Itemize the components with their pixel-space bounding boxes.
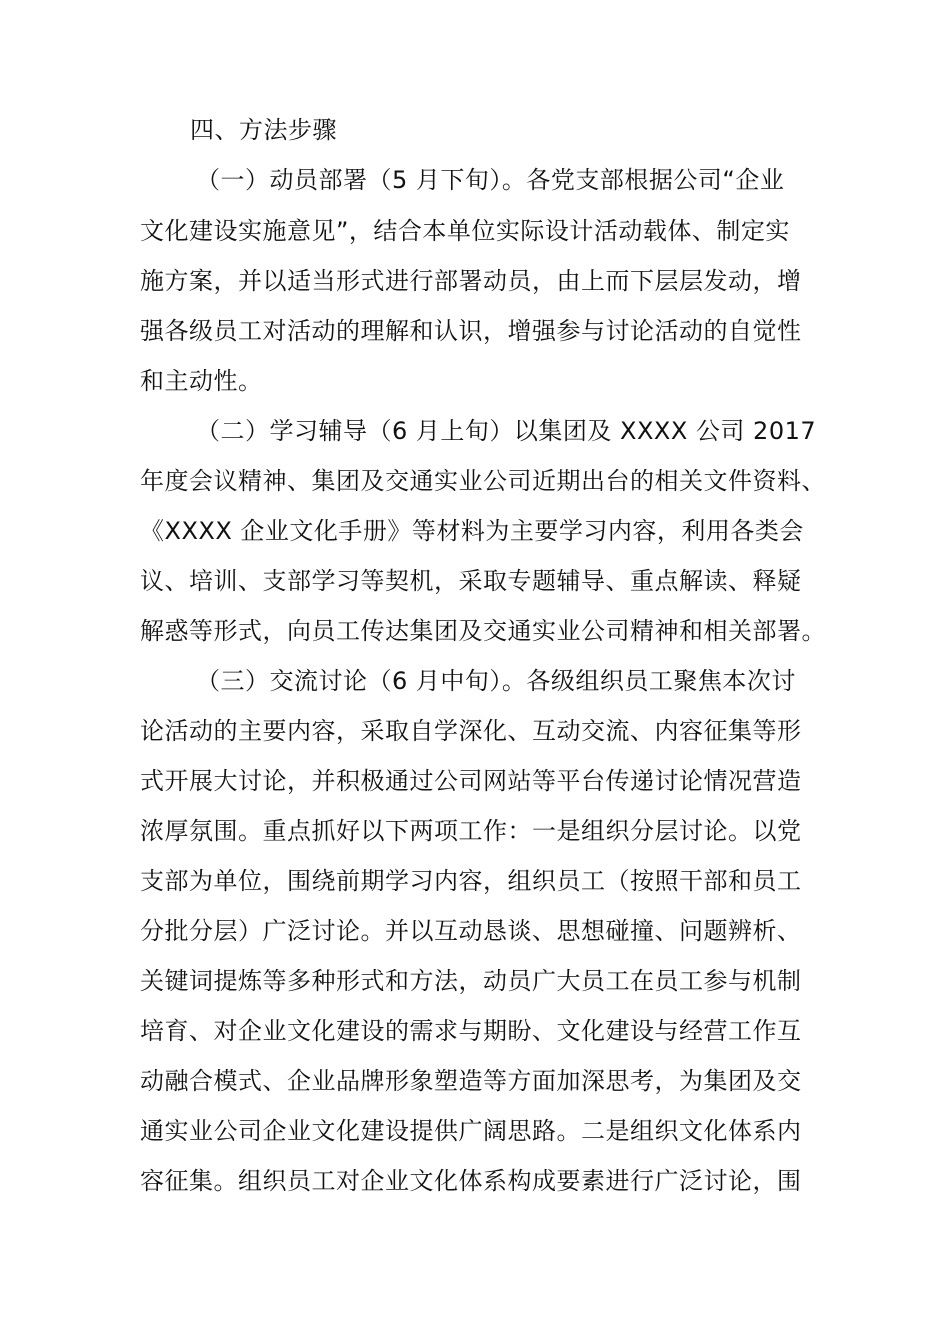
paragraph-1-line-5: 和主动性。 [140, 367, 263, 395]
section-heading: 四、方法步骤 [190, 116, 337, 144]
paragraph-1-line-3: 施方案，并以适当形式进行部署动员，由上而下层层发动，增 [140, 267, 802, 295]
paragraph-3-line-1: （三）交流讨论（6 月中旬）。各级组织员工聚焦本次讨 [196, 667, 796, 695]
paragraph-3-line-8: 培育、对企业文化建设的需求与期盼、文化建设与经营工作互 [140, 1017, 802, 1045]
paragraph-3-line-7: 关键词提炼等多种形式和方法，动员广大员工在员工参与机制 [140, 967, 802, 995]
paragraph-3-line-10: 通实业公司企业文化建设提供广阔思路。二是组织文化体系内 [140, 1117, 802, 1145]
paragraph-2-line-5: 解惑等形式，向员工传达集团及交通实业公司精神和相关部署。 [140, 617, 826, 645]
paragraph-3-line-3: 式开展大讨论，并积极通过公司网站等平台传递讨论情况营造 [140, 767, 802, 795]
paragraph-3-line-2: 论活动的主要内容，采取自学深化、互动交流、内容征集等形 [140, 717, 802, 745]
paragraph-2-line-1: （二）学习辅导（6 月上旬）以集团及 XXXX 公司 2017 [196, 417, 817, 445]
paragraph-1-line-2: 文化建设实施意见”，结合本单位实际设计活动载体、制定实 [140, 217, 790, 245]
paragraph-3-line-9: 动融合模式、企业品牌形象塑造等方面加深思考，为集团及交 [140, 1067, 802, 1095]
paragraph-2-line-4: 议、培训、支部学习等契机，采取专题辅导、重点解读、释疑 [140, 567, 802, 595]
paragraph-3-line-6: 分批分层）广泛讨论。并以互动恳谈、思想碰撞、问题辨析、 [140, 917, 802, 945]
paragraph-3-line-11: 容征集。组织员工对企业文化体系构成要素进行广泛讨论，围 [140, 1167, 802, 1195]
paragraph-3-line-5: 支部为单位，围绕前期学习内容，组织员工（按照干部和员工 [140, 867, 802, 895]
paragraph-1-line-1: （一）动员部署（5 月下旬）。各党支部根据公司“企业 [196, 166, 785, 194]
paragraph-2-line-2: 年度会议精神、集团及交通实业公司近期出台的相关文件资料、 [140, 467, 826, 495]
paragraph-1-line-4: 强各级员工对活动的理解和认识，增强参与讨论活动的自觉性 [140, 317, 802, 345]
paragraph-2-line-3: 《XXXX 企业文化手册》等材料为主要学习内容，利用各类会 [140, 517, 804, 545]
paragraph-3-line-4: 浓厚氛围。重点抓好以下两项工作：一是组织分层讨论。以党 [140, 817, 802, 845]
